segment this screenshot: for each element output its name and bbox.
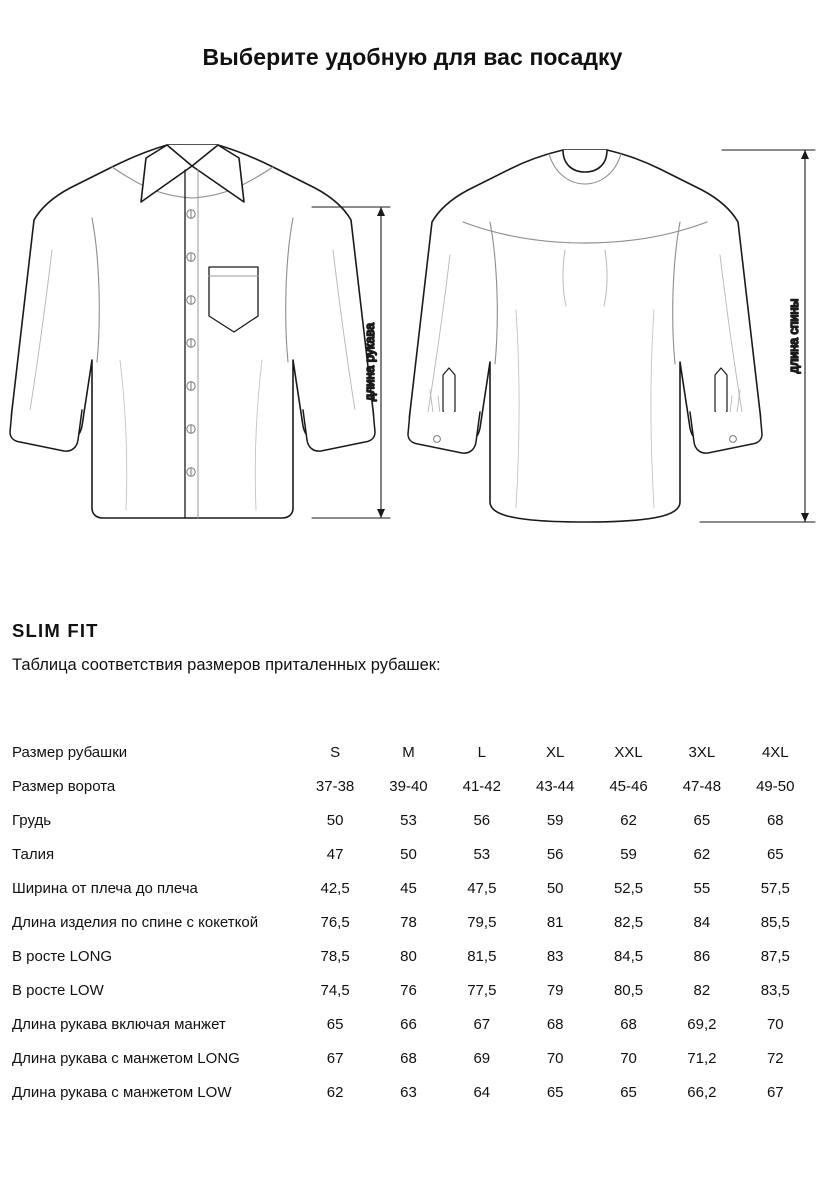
row-label: Длина рукава с манжетом LONG bbox=[12, 1049, 240, 1067]
cell-value: 62 bbox=[620, 811, 637, 829]
cell-value: 42,5 bbox=[320, 879, 350, 897]
cell-value: 87,5 bbox=[760, 947, 790, 965]
cell-value: 52,5 bbox=[613, 879, 644, 897]
cell-value: 85,5 bbox=[760, 913, 790, 931]
table-row bbox=[12, 871, 812, 905]
table-header-xxl: XXL bbox=[614, 743, 643, 761]
cell-value: 81 bbox=[546, 913, 564, 931]
cell-value: 64 bbox=[473, 1083, 491, 1101]
table-row bbox=[12, 837, 812, 871]
row-label: Размер ворота bbox=[12, 777, 116, 795]
shirt-front-view bbox=[10, 145, 375, 518]
table-row bbox=[12, 1007, 812, 1041]
cell-value: 43-44 bbox=[535, 777, 575, 795]
row-label: Длина рукава включая манжет bbox=[12, 1015, 226, 1033]
cell-value: 56 bbox=[473, 811, 491, 829]
cell-value: 67 bbox=[326, 1049, 344, 1067]
table-row bbox=[12, 939, 812, 973]
row-label: В росте LOW bbox=[12, 981, 104, 999]
table-row bbox=[12, 1075, 812, 1109]
table-header-label: Размер рубашки bbox=[12, 743, 128, 761]
cell-value: 66,2 bbox=[687, 1083, 717, 1101]
cell-value: 82 bbox=[693, 981, 711, 999]
row-label: Ширина от плеча до плеча bbox=[12, 879, 198, 897]
cell-value: 62 bbox=[693, 845, 711, 863]
back-length-label: длина спины bbox=[787, 298, 801, 374]
cell-value: 79 bbox=[546, 981, 564, 999]
row-label: Длина рукава с манжетом LOW bbox=[12, 1083, 232, 1101]
cell-value: 70 bbox=[766, 1015, 784, 1033]
cell-value: 77,5 bbox=[467, 981, 497, 999]
table-row bbox=[12, 803, 812, 837]
table-row bbox=[12, 769, 812, 803]
fit-description: Таблица соответствия размеров приталенных рубашек: bbox=[12, 656, 441, 674]
cell-value: 45-46 bbox=[609, 777, 648, 795]
cell-value: 65 bbox=[693, 811, 711, 829]
cell-value: 63 bbox=[400, 1083, 417, 1101]
cell-value: 41-42 bbox=[462, 777, 501, 795]
table-header-m: M bbox=[402, 743, 415, 761]
row-label: Грудь bbox=[12, 811, 52, 829]
cell-value: 80,5 bbox=[613, 981, 644, 999]
cell-value: 49-50 bbox=[756, 777, 795, 795]
cell-value: 50 bbox=[400, 845, 417, 863]
cell-value: 65 bbox=[766, 845, 784, 863]
cell-value: 78 bbox=[400, 913, 417, 931]
table-header-xl: XL bbox=[546, 743, 565, 761]
cell-value: 47,5 bbox=[467, 879, 497, 897]
cell-value: 66 bbox=[400, 1015, 417, 1033]
cell-value: 53 bbox=[473, 845, 491, 863]
cell-value: 45 bbox=[400, 879, 417, 897]
row-label: В росте LONG bbox=[12, 947, 113, 965]
row-label: Талия bbox=[12, 845, 55, 863]
cell-value: 70 bbox=[620, 1049, 637, 1067]
cell-value: 83,5 bbox=[760, 981, 790, 999]
cell-value: 56 bbox=[546, 845, 564, 863]
cell-value: 67 bbox=[766, 1083, 784, 1101]
cell-value: 53 bbox=[400, 811, 417, 829]
cell-value: 76 bbox=[400, 981, 417, 999]
cell-value: 59 bbox=[546, 811, 564, 829]
row-label: Длина изделия по спине с кокеткой bbox=[12, 913, 259, 931]
cell-value: 68 bbox=[546, 1015, 564, 1033]
cell-value: 69,2 bbox=[687, 1015, 717, 1033]
cell-value: 68 bbox=[766, 811, 784, 829]
table-header-3xl: 3XL bbox=[688, 743, 716, 761]
table-row bbox=[12, 973, 812, 1007]
cell-value: 65 bbox=[546, 1083, 564, 1101]
cell-value: 47-48 bbox=[682, 777, 722, 795]
cell-value: 79,5 bbox=[467, 913, 497, 931]
sleeve-length-label: длина рукава bbox=[363, 322, 377, 402]
table-header-s: S bbox=[330, 743, 341, 761]
shirt-illustrations bbox=[0, 110, 825, 560]
cell-value: 59 bbox=[620, 845, 637, 863]
cell-value: 70 bbox=[546, 1049, 564, 1067]
shirt-back-view bbox=[408, 150, 762, 522]
cell-value: 68 bbox=[400, 1049, 417, 1067]
cell-value: 47 bbox=[326, 845, 344, 863]
cell-value: 84 bbox=[693, 913, 711, 931]
cell-value: 76,5 bbox=[320, 913, 350, 931]
cell-value: 62 bbox=[326, 1083, 344, 1101]
fit-name: SLIM FIT bbox=[12, 620, 99, 641]
cell-value: 50 bbox=[546, 879, 564, 897]
cell-value: 71,2 bbox=[687, 1049, 717, 1067]
cell-value: 55 bbox=[693, 879, 711, 897]
page-title: Выберите удобную для вас посадку bbox=[202, 44, 623, 70]
cell-value: 39-40 bbox=[389, 777, 428, 795]
table-header-row bbox=[12, 735, 812, 769]
cell-value: 78,5 bbox=[320, 947, 350, 965]
table-header-4xl: 4XL bbox=[761, 743, 789, 761]
size-table bbox=[12, 735, 812, 1109]
cell-value: 57,5 bbox=[760, 879, 790, 897]
table-row bbox=[12, 1041, 812, 1075]
cell-value: 69 bbox=[473, 1049, 491, 1067]
cell-value: 81,5 bbox=[467, 947, 497, 965]
cell-value: 74,5 bbox=[320, 981, 350, 999]
cell-value: 86 bbox=[693, 947, 711, 965]
cell-value: 65 bbox=[620, 1083, 637, 1101]
cell-value: 80 bbox=[400, 947, 417, 965]
cell-value: 68 bbox=[620, 1015, 637, 1033]
cell-value: 37-38 bbox=[315, 777, 355, 795]
cell-value: 72 bbox=[766, 1049, 784, 1067]
cell-value: 84,5 bbox=[613, 947, 644, 965]
cell-value: 67 bbox=[473, 1015, 491, 1033]
cell-value: 83 bbox=[546, 947, 564, 965]
table-row bbox=[12, 905, 812, 939]
cell-value: 65 bbox=[326, 1015, 344, 1033]
table-header-l: L bbox=[477, 743, 486, 761]
cell-value: 82,5 bbox=[613, 913, 644, 931]
cell-value: 50 bbox=[326, 811, 344, 829]
